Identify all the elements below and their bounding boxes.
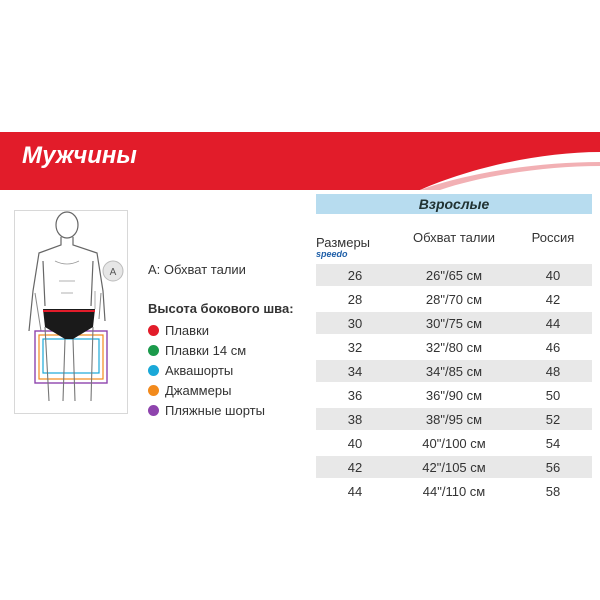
- waist-cell: 26"/65 см: [425, 267, 483, 283]
- legend-item-label: Плавки 14 см: [165, 342, 247, 358]
- column-header-russia: Россия: [531, 230, 575, 245]
- speedo-logo: speedo: [316, 249, 348, 259]
- table-row: [316, 432, 592, 454]
- waist-cell: 34"/85 см: [425, 363, 483, 379]
- size-table: [316, 194, 592, 504]
- russia-size-cell: 52: [545, 411, 561, 427]
- table-row: [316, 288, 592, 310]
- waist-cell: 30"/75 см: [425, 315, 483, 331]
- legend: [148, 262, 294, 420]
- legend-dot-icon: [148, 365, 159, 376]
- russia-size-cell: 40: [545, 267, 561, 283]
- page-title: Мужчины: [22, 142, 137, 169]
- size-cell: 42: [347, 459, 363, 475]
- waist-cell: 40"/100 см: [422, 435, 486, 451]
- table-row: [316, 456, 592, 478]
- waist-cell: 32"/80 см: [425, 339, 483, 355]
- size-cell: 34: [347, 363, 363, 379]
- legend-item: [148, 380, 294, 400]
- table-row: [316, 336, 592, 358]
- table-row: [316, 384, 592, 406]
- legend-item: [148, 400, 294, 420]
- legend-item-label: Плавки: [165, 322, 210, 338]
- russia-size-cell: 44: [545, 315, 561, 331]
- size-cell: 36: [347, 387, 363, 403]
- russia-size-cell: 42: [545, 291, 561, 307]
- seam-height-title: Высота бокового шва:: [148, 301, 294, 316]
- russia-size-cell: 58: [545, 483, 561, 499]
- legend-item-label: Пляжные шорты: [165, 402, 265, 418]
- waist-cell: 28"/70 см: [425, 291, 483, 307]
- russia-size-cell: 56: [545, 459, 561, 475]
- waist-marker-label: A: [109, 267, 117, 278]
- russia-size-cell: 50: [545, 387, 561, 403]
- table-row: [316, 480, 592, 502]
- table-row: [316, 408, 592, 430]
- legend-item: [148, 340, 294, 360]
- table-row: [316, 360, 592, 382]
- table-header: Взрослые: [316, 194, 592, 214]
- waist-cell: 36"/90 см: [425, 387, 483, 403]
- table-column-headers: [316, 214, 592, 264]
- size-cell: 30: [347, 315, 363, 331]
- waist-label: A: Обхват талии: [148, 262, 246, 277]
- legend-item-label: Аквашорты: [165, 362, 234, 378]
- russia-size-cell: 46: [545, 339, 561, 355]
- size-cell: 28: [347, 291, 363, 307]
- size-cell: 44: [347, 483, 363, 499]
- legend-dot-icon: [148, 345, 159, 356]
- waist-cell: 42"/105 см: [422, 459, 486, 475]
- russia-size-cell: 48: [545, 363, 561, 379]
- legend-item: [148, 360, 294, 380]
- size-cell: 32: [347, 339, 363, 355]
- body-figure: [14, 210, 128, 414]
- legend-item: [148, 320, 294, 340]
- russia-size-cell: 54: [545, 435, 561, 451]
- legend-dot-icon: [148, 405, 159, 416]
- legend-dot-icon: [148, 385, 159, 396]
- table-row: [316, 312, 592, 334]
- size-cell: 38: [347, 411, 363, 427]
- legend-dot-icon: [148, 325, 159, 336]
- column-header-sizes: Размеры speedo: [316, 235, 371, 259]
- waist-cell: 38"/95 см: [425, 411, 483, 427]
- size-cell: 40: [347, 435, 363, 451]
- size-cell: 26: [347, 267, 363, 283]
- column-header-waist: Обхват талии: [412, 230, 496, 245]
- legend-item-label: Джаммеры: [165, 382, 232, 398]
- legend-items: [148, 320, 294, 420]
- waist-cell: 44"/110 см: [422, 483, 486, 499]
- table-body: [316, 264, 592, 502]
- table-row: [316, 264, 592, 286]
